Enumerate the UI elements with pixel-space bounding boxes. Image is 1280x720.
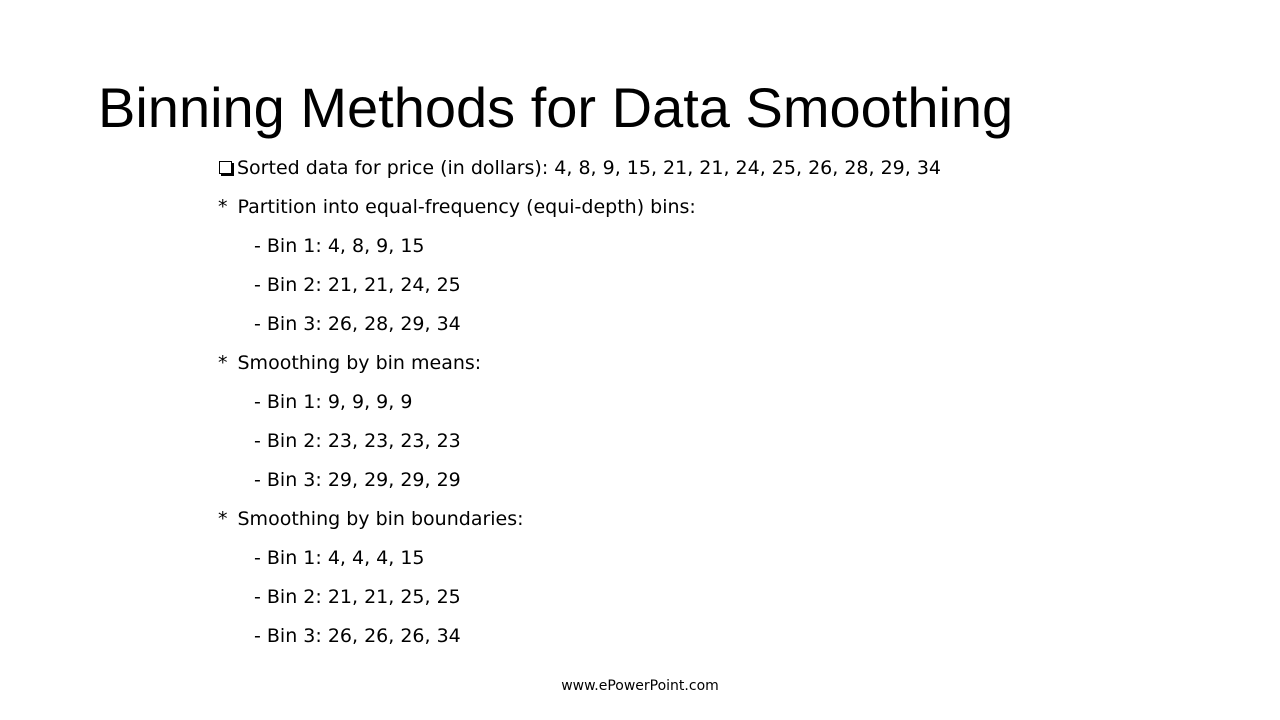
boundaries-heading — [218, 499, 1218, 538]
sorted-data-line — [218, 148, 1218, 187]
asterisk-marker: * — [218, 351, 228, 374]
asterisk-marker: * — [218, 507, 228, 530]
sorted-data-text: Sorted data for price (in dollars): 4, 8, 9, 15, 21, 21, 24, 25, 26, 28, 29, 34 — [237, 156, 942, 179]
footer-url: www.ePowerPoint.com — [561, 678, 719, 694]
list-item: - Bin 3: 29, 29, 29, 29 — [254, 468, 461, 491]
list-item: - Bin 3: 26, 26, 26, 34 — [254, 624, 461, 647]
slide-body — [218, 148, 1218, 655]
list-item: - Bin 2: 23, 23, 23, 23 — [254, 429, 461, 452]
partition-heading — [218, 187, 1218, 226]
slide-title: Binning Methods for Data Smoothing — [98, 76, 1014, 139]
means-heading-text: Smoothing by bin means: — [237, 351, 482, 374]
list-item: - Bin 3: 26, 28, 29, 34 — [254, 312, 461, 335]
boundaries-heading-text: Smoothing by bin boundaries: — [237, 507, 524, 530]
partition-heading-text: Partition into equal-frequency (equi-depth) bins: — [237, 195, 696, 218]
footer — [0, 678, 1280, 694]
list-item: - Bin 2: 21, 21, 25, 25 — [254, 585, 461, 608]
checkbox-bullet-icon — [219, 161, 232, 174]
list-item: - Bin 1: 4, 4, 4, 15 — [254, 546, 425, 569]
asterisk-marker: * — [218, 195, 228, 218]
list-item: - Bin 1: 4, 8, 9, 15 — [254, 234, 425, 257]
list-item: - Bin 1: 9, 9, 9, 9 — [254, 390, 413, 413]
means-heading — [218, 343, 1218, 382]
list-item: - Bin 2: 21, 21, 24, 25 — [254, 273, 461, 296]
